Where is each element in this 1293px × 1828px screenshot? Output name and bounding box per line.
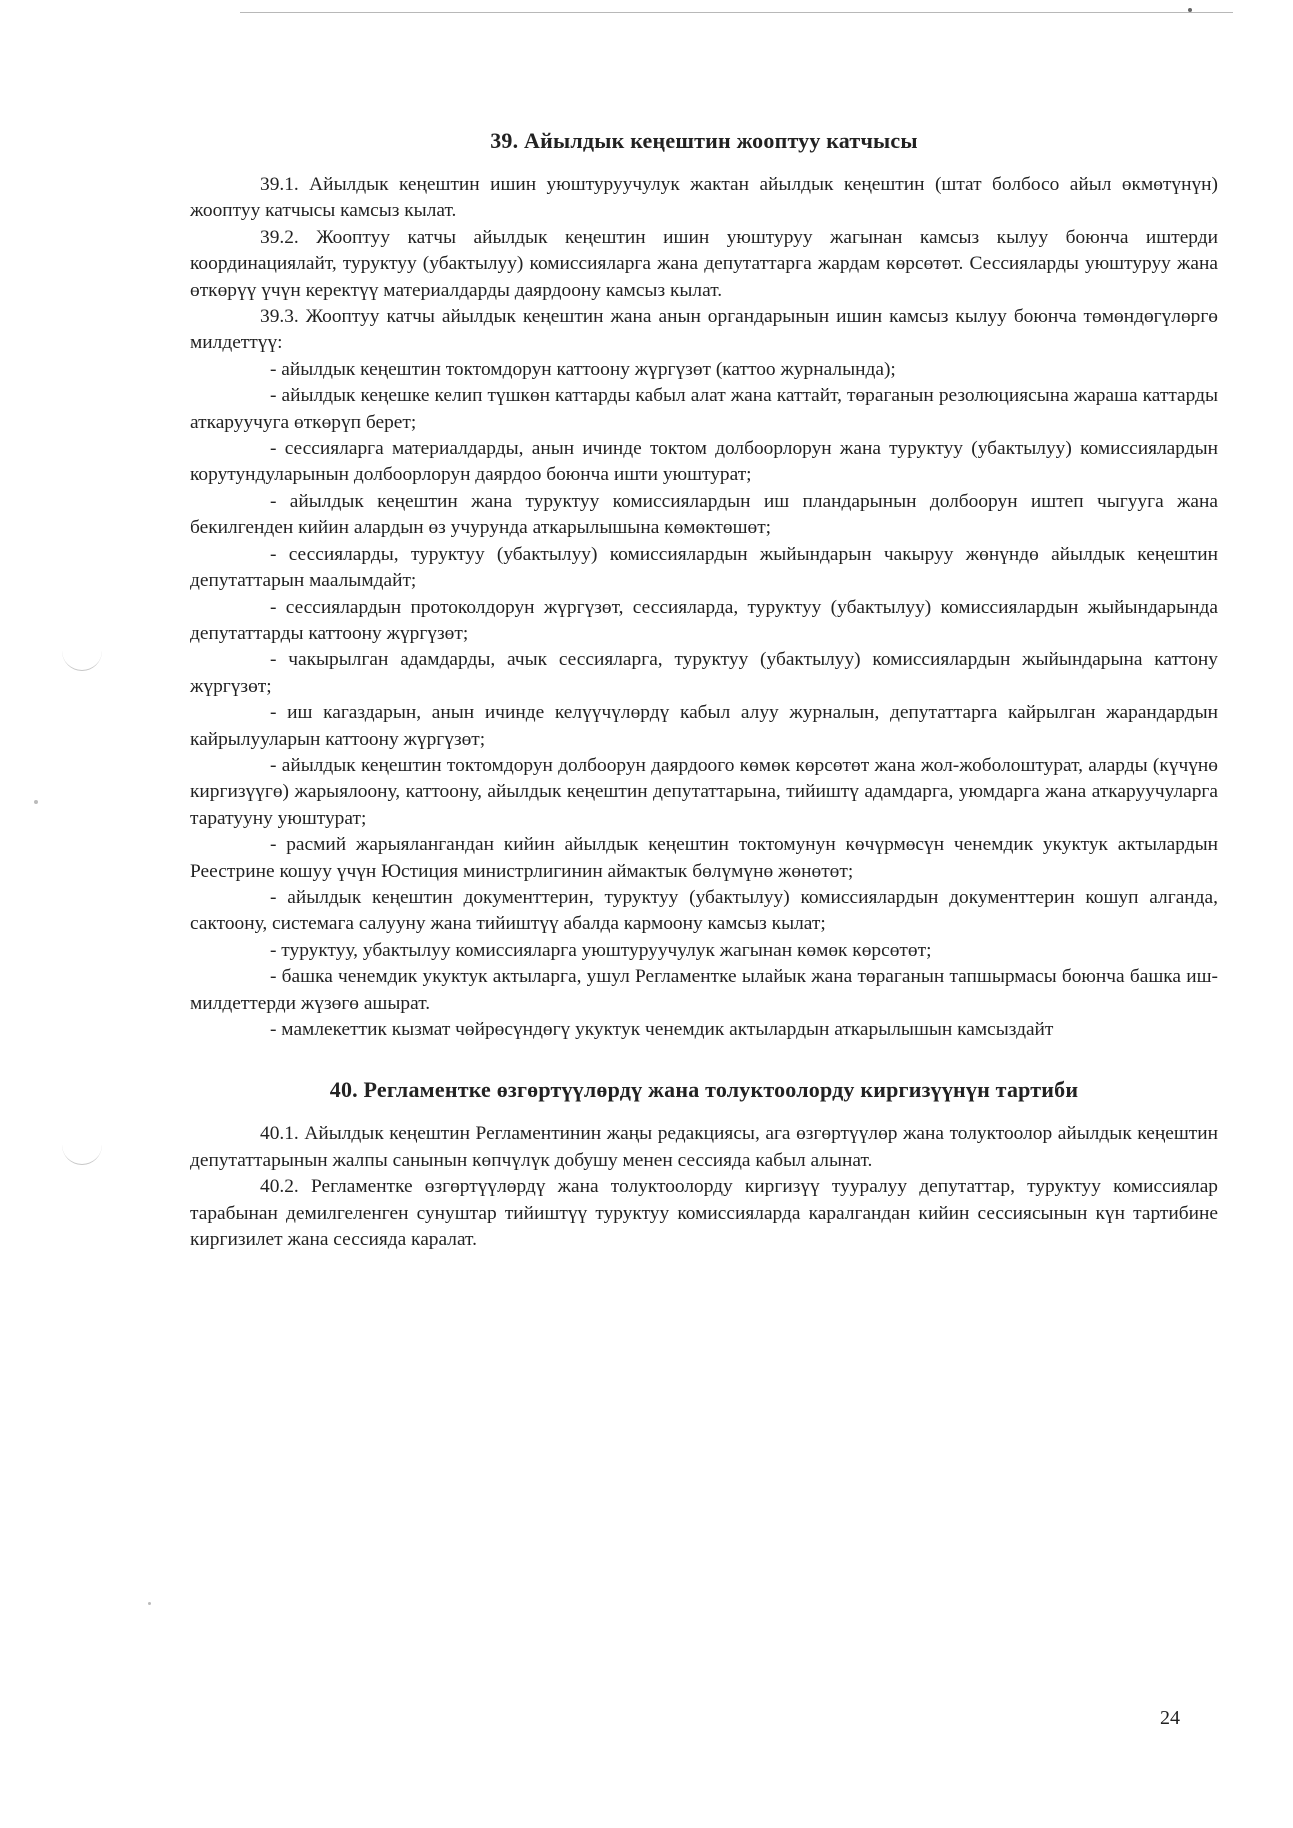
- document-page: [190, 128, 1218, 1253]
- scan-speck: [148, 1602, 151, 1605]
- duty-item: - сессияларды, туруктуу (убактылуу) комиссиялардын жыйындарын чакыруу жөнүндө айылдык кеңештин депутаттарын маалымдайт;: [190, 543, 1218, 592]
- duty-item: - айылдык кеңешке келип түшкөн каттарды кабыл алат жана каттайт, төраганын резолюциясына жараша каттарды аткаруучуга өткөрүп берет;: [190, 385, 1218, 433]
- paragraph-40-1: 40.1. Айылдык кеңештин Регламентинин жаңы редакциясы, ага өзгөртүүлөр жана толуктоолор айылдык кеңештин депутаттарынын жалпы санынын көпчүлүк добушу менен сессияда кабыл алынат.: [190, 1123, 1218, 1171]
- duty-item: - чакырылган адамдарды, ачык сессияларга, туруктуу (убактылуу) комиссиялардын жыйындарына каттону жүргүзөт;: [190, 649, 1218, 697]
- duty-item: - расмий жарыялангандан кийин айылдык кеңештин токтомунун көчүрмөсүн ченемдик укуктук актылардын Реестрине кошуу үчүн Юстиция министрлигинин аймактык бөлүмүнө жөнөтөт;: [190, 834, 1218, 882]
- scan-speck: [34, 800, 38, 804]
- paragraph-39-1: 39.1. Айылдык кеңештин ишин уюштуруучулук жактан айылдык кеңештин (штат болбосо айыл өкмөтүнүн) жооптуу катчысы камсыз кылат.: [190, 174, 1218, 222]
- section-40-heading: 40. Регламентке өзгөртүүлөрдү жана толуктоолорду киргизүүнүн тартиби: [329, 1077, 1079, 1103]
- duty-item: - сессиялардын протоколдорун жүргүзөт, сессияларда, туруктуу (убактылуу) комиссиялардын жыйындарында депутаттарды каттоону жүргүзөт;: [190, 596, 1218, 644]
- scan-mark: [1188, 8, 1192, 12]
- paragraph-39-3: 39.3. Жооптуу катчы айылдык кеңештин жана анын органдарынын ишин камсыз кылуу боюнча төмөндөгүлөргө милдеттүү:: [190, 306, 1218, 354]
- punch-hole-mark: [62, 1142, 102, 1165]
- duty-item: - айылдык кеңештин жана туруктуу комиссиялардын иш пландарынын долбоорун иштеп чыгууга жана бекилгенден кийин алардын өз учурунда аткарылышына көмөктөшөт;: [190, 490, 1218, 539]
- duty-item: - сессияларга материалдарды, анын ичинде токтом долбоорлорун жана туруктуу (убактылуу) комиссиялардын корутундуларынын долбоорлорун даярдоо боюнча ишти уюштурат;: [190, 438, 1218, 486]
- section-39-heading: 39. Айылдык кеңештин жооптуу катчысы: [490, 128, 918, 153]
- paragraph-40-2: 40.2. Регламентке өзгөртүүлөрдү жана толуктоолорду киргизүү тууралуу депутаттар, туруктуу комиссиялар тарабынан демилгеленген сунуштар тийиштүү туруктуу комиссияларда каралгандан кийин сессиясынын күн тартибине киргизилет жана сессияда каралат.: [190, 1176, 1218, 1251]
- scan-top-edge: [240, 12, 1233, 13]
- duty-item: - айылдык кеңештин токтомдорун долбоорун даярдоого көмөк көрсөтөт жана жол-жоболоштурат, аларды (күчүнө киргизүүгө) жарыялоону, каттоону, айылдык кеңештин депутаттарына, тийиштү адамдарга, уюмдарга жана аткаруучуларга таратууну уюштурат;: [190, 754, 1218, 829]
- duty-item: - айылдык кеңештин документтерин, туруктуу (убактылуу) комиссиялардын документтерин кошуп алганда, сактоону, системага салууну жана тийиштүү абалда кармоону камсыз кылат;: [190, 886, 1218, 935]
- duty-item: - башка ченемдик укуктук актыларга, ушул Регламентке ылайык жана төраганын тапшырмасы боюнча башка иш-милдеттерди жүзөгө ашырат.: [190, 966, 1218, 1014]
- duty-item: - иш кагаздарын, анын ичинде келүүчүлөрдү кабыл алуу журналын, депутаттарга кайрылган жарандардын кайрылууларын каттоону жүргүзөт;: [190, 702, 1218, 750]
- paragraph-39-2: 39.2. Жооптуу катчы айылдык кеңештин ишин уюштуруу жагынан камсыз кылуу боюнча иштерди координациялайт, туруктуу (убактылуу) комиссияларга жана депутаттарга жардам көрсөтөт. Сессияларды уюштуруу жана өткөрүү үчүн керектүү материалдарды даярдоону камсыз кылат.: [190, 226, 1218, 301]
- page-number: 24: [1160, 1707, 1180, 1729]
- duty-item: - мамлекеттик кызмат чөйрөсүндөгү укуктук ченемдик актылардын аткарылышын камсыздайт: [270, 1019, 1054, 1040]
- duty-item: - айылдык кеңештин токтомдорун каттоону жүргүзөт (каттоо журналында);: [270, 358, 896, 380]
- duty-item: - туруктуу, убактылуу комиссияларга уюштуруучулук жагынан көмөк көрсөтөт;: [270, 939, 932, 961]
- punch-hole-mark: [62, 648, 102, 671]
